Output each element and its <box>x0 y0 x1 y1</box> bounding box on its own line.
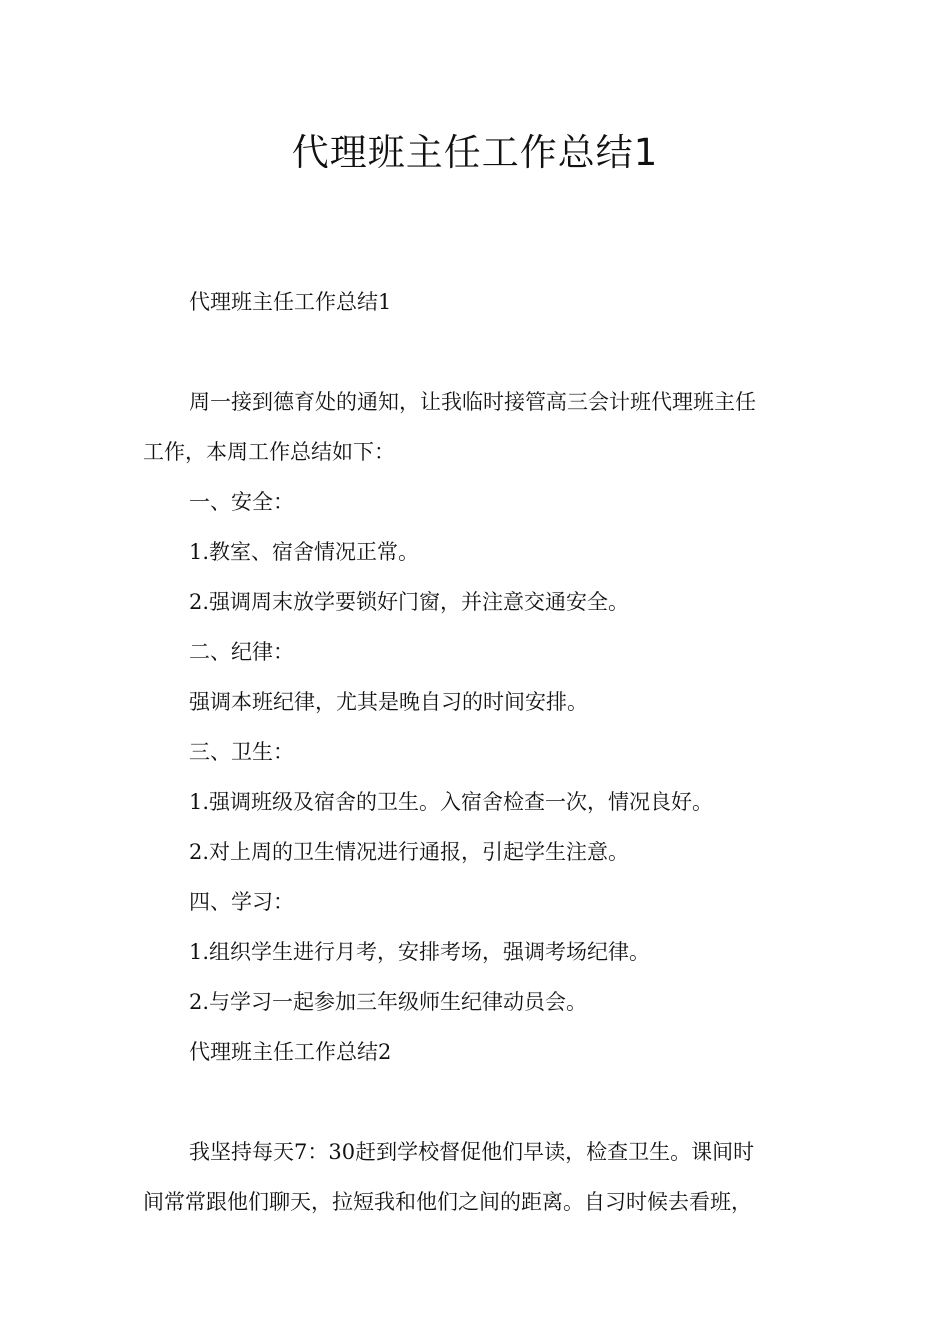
study-item-1: 1.组织学生进行月考，安排考场，强调考场纪律。 <box>189 940 651 964</box>
heading-study: 四、学习： <box>189 890 294 914</box>
intro-line-1: 周一接到德育处的通知，让我临时接管高三会计班代理班主任 <box>189 390 756 414</box>
safety-item-2: 2.强调周末放学要锁好门窗，并注意交通安全。 <box>189 590 630 614</box>
heading-discipline: 二、纪律： <box>189 640 294 664</box>
heading-safety: 一、安全： <box>189 490 294 514</box>
intro-line-2: 工作，本周工作总结如下： <box>143 440 395 464</box>
section-heading-2: 代理班主任工作总结2 <box>189 1040 392 1064</box>
section2-line-1: 我坚持每天7：30赶到学校督促他们早读，检查卫生。课间时 <box>189 1140 755 1164</box>
safety-item-1: 1.教室、宿舍情况正常。 <box>189 540 420 564</box>
discipline-item: 强调本班纪律，尤其是晚自习的时间安排。 <box>189 690 588 714</box>
section-heading-1: 代理班主任工作总结1 <box>189 290 392 314</box>
section2-line-2: 间常常跟他们聊天，拉短我和他们之间的距离。自习时候去看班， <box>143 1190 752 1214</box>
heading-hygiene: 三、卫生： <box>189 740 294 764</box>
document-title: 代理班主任工作总结1 <box>291 131 659 174</box>
hygiene-item-2: 2.对上周的卫生情况进行通报，引起学生注意。 <box>189 840 630 864</box>
hygiene-item-1: 1.强调班级及宿舍的卫生。入宿舍检查一次，情况良好。 <box>189 790 714 814</box>
study-item-2: 2.与学习一起参加三年级师生纪律动员会。 <box>189 990 588 1014</box>
